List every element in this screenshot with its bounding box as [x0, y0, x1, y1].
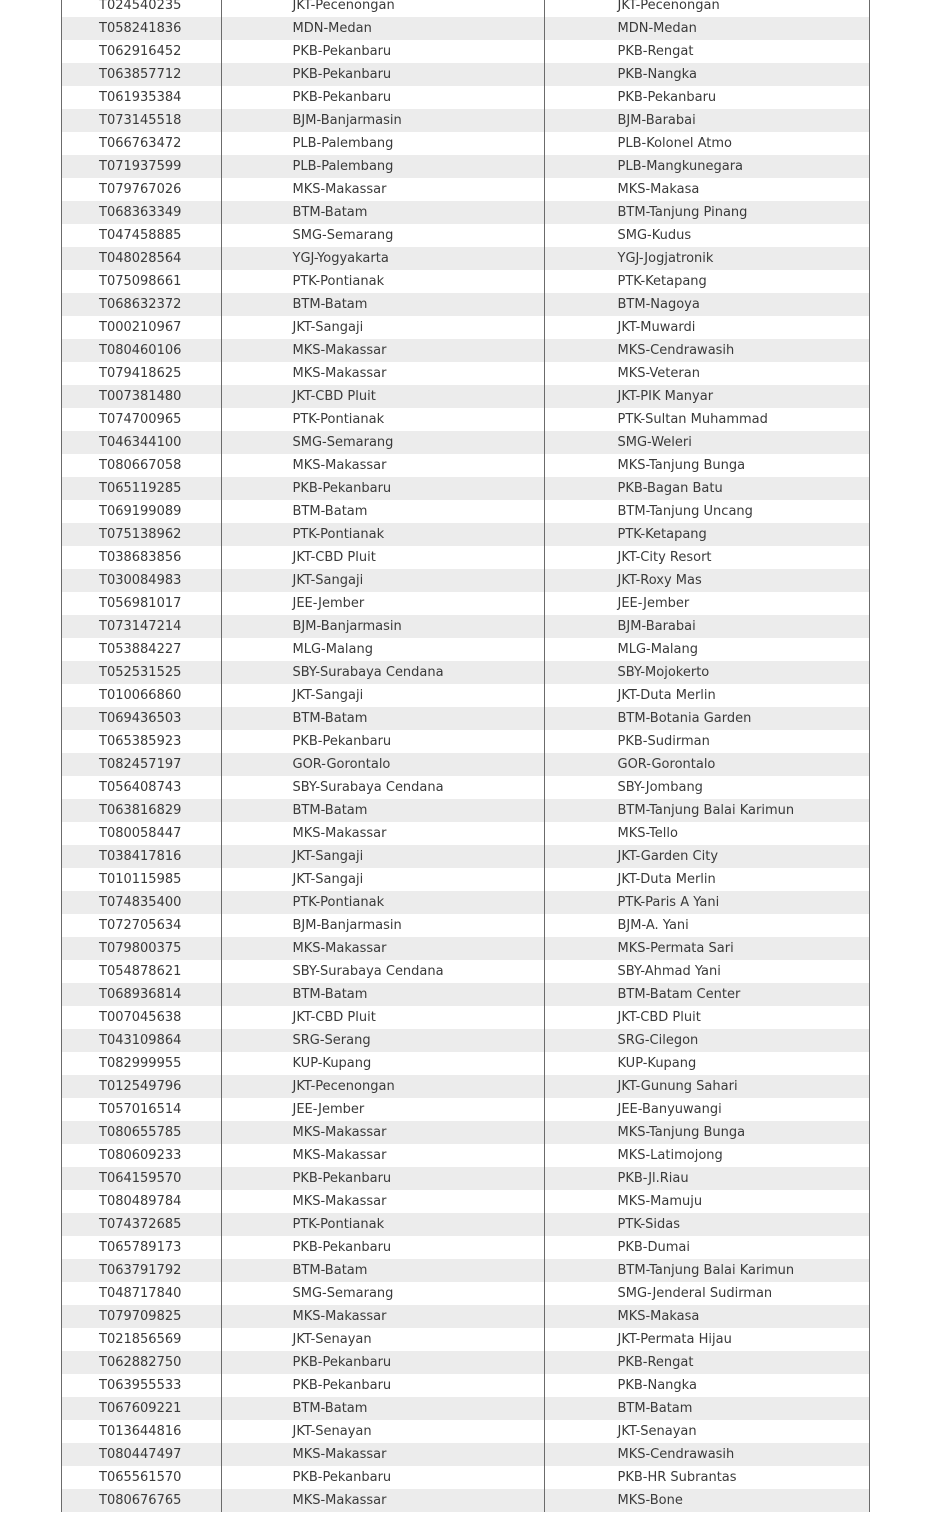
- table-row: [62, 86, 869, 109]
- table-row: [62, 1351, 869, 1374]
- id-cell: T007045638: [62, 1006, 221, 1029]
- id-cell: T068936814: [62, 983, 221, 1006]
- table-row: [62, 845, 869, 868]
- origin-cell: JKT-Senayan: [221, 1420, 544, 1443]
- id-cell: T021856569: [62, 1328, 221, 1351]
- id-cell: T079800375: [62, 937, 221, 960]
- table-row: [62, 178, 869, 201]
- table-row: [62, 1236, 869, 1259]
- origin-cell: JKT-Pecenongan: [221, 0, 544, 17]
- origin-cell: MDN-Medan: [221, 17, 544, 40]
- origin-cell: SMG-Semarang: [221, 431, 544, 454]
- origin-cell: JKT-Senayan: [221, 1328, 544, 1351]
- origin-cell: BTM-Batam: [221, 799, 544, 822]
- id-cell: T075098661: [62, 270, 221, 293]
- destination-cell: JKT-Permata Hijau: [617, 1332, 732, 1347]
- origin-cell: JKT-CBD Pluit: [221, 546, 544, 569]
- id-cell: T048717840: [62, 1282, 221, 1305]
- destination-cell: BTM-Tanjung Balai Karimun: [544, 799, 869, 822]
- origin-cell: SBY-Surabaya Cendana: [221, 661, 544, 684]
- id-cell: T068632372: [62, 293, 221, 316]
- table-row: [62, 293, 869, 316]
- table-row: [62, 1420, 869, 1443]
- destination-cell: MKS-Tello: [617, 826, 678, 841]
- destination-cell: SBY-Mojokerto: [544, 661, 869, 684]
- id-cell: T072705634: [62, 914, 221, 937]
- origin-cell: MKS-Makassar: [221, 178, 544, 201]
- destination-cell: JKT-Duta Merlin: [617, 872, 716, 887]
- origin-cell: BTM-Batam: [221, 983, 544, 1006]
- origin-cell: PTK-Pontianak: [221, 523, 544, 546]
- id-cell: T082999955: [62, 1052, 221, 1075]
- origin-cell: SBY-Surabaya Cendana: [221, 960, 544, 983]
- destination-cell: MLG-Malang: [617, 642, 698, 657]
- id-cell: T047458885: [62, 224, 221, 247]
- id-cell: T057016514: [62, 1098, 221, 1121]
- table-row: [62, 960, 869, 983]
- table-row: [62, 40, 869, 63]
- table-row: [62, 132, 869, 155]
- destination-cell: MKS-Cendrawasih: [544, 339, 869, 362]
- destination-cell: SRG-Cilegon: [544, 1029, 869, 1052]
- id-cell: T024540235: [62, 0, 221, 17]
- id-cell: T065119285: [62, 477, 221, 500]
- id-cell: T056981017: [62, 592, 221, 615]
- id-cell: T080460106: [62, 339, 221, 362]
- origin-cell: PKB-Pekanbaru: [221, 477, 544, 500]
- destination-cell: JKT-Duta Merlin: [617, 688, 716, 703]
- id-cell: T010115985: [62, 868, 221, 891]
- id-cell: T079418625: [62, 362, 221, 385]
- origin-cell: BTM-Batam: [221, 500, 544, 523]
- destination-cell: BTM-Nagoya: [544, 293, 869, 316]
- origin-cell: PKB-Pekanbaru: [221, 1236, 544, 1259]
- table-row: [62, 799, 869, 822]
- id-cell: T074835400: [62, 891, 221, 914]
- destination-cell: BJM-Barabai: [544, 615, 869, 638]
- origin-cell: SBY-Surabaya Cendana: [221, 776, 544, 799]
- id-cell: T066763472: [62, 132, 221, 155]
- id-cell: T063857712: [62, 63, 221, 86]
- destination-cell: MKS-Makasa: [544, 1305, 869, 1328]
- id-cell: T000210967: [62, 316, 221, 339]
- id-cell: T054878621: [62, 960, 221, 983]
- origin-cell: BJM-Banjarmasin: [221, 914, 544, 937]
- table-row: [62, 1489, 869, 1512]
- origin-cell: MKS-Makassar: [221, 1121, 544, 1144]
- id-cell: T065789173: [62, 1236, 221, 1259]
- destination-cell: MKS-Makasa: [617, 182, 700, 197]
- origin-cell: PTK-Pontianak: [221, 408, 544, 431]
- destination-cell: JKT-PIK Manyar: [544, 385, 869, 408]
- origin-cell: MLG-Malang: [221, 638, 544, 661]
- id-cell: T053884227: [62, 638, 221, 661]
- origin-cell: SRG-Serang: [221, 1029, 544, 1052]
- origin-cell: MKS-Makassar: [221, 339, 544, 362]
- id-cell: T071937599: [62, 155, 221, 178]
- id-cell: T069199089: [62, 500, 221, 523]
- table-row: [62, 224, 869, 247]
- origin-cell: JKT-Sangaji: [221, 684, 544, 707]
- origin-cell: MKS-Makassar: [221, 1144, 544, 1167]
- destination-cell: JKT-Senayan: [617, 1424, 697, 1439]
- destination-cell: JKT-CBD Pluit: [617, 1010, 701, 1025]
- table-row: [62, 1213, 869, 1236]
- destination-cell: PKB-Dumai: [617, 1240, 690, 1255]
- id-cell: T062916452: [62, 40, 221, 63]
- table-row: [62, 1305, 869, 1328]
- table-row: [62, 109, 869, 132]
- id-cell: T062882750: [62, 1351, 221, 1374]
- origin-cell: PKB-Pekanbaru: [221, 86, 544, 109]
- destination-cell: MKS-Bone: [544, 1489, 869, 1512]
- table-row: [62, 1259, 869, 1282]
- id-cell: T069436503: [62, 707, 221, 730]
- id-cell: T052531525: [62, 661, 221, 684]
- destination-cell: JKT-Garden City: [544, 845, 869, 868]
- table-row: [62, 1075, 869, 1098]
- origin-cell: JKT-Sangaji: [221, 569, 544, 592]
- origin-cell: MKS-Makassar: [221, 822, 544, 845]
- destination-cell: MKS-Cendrawasih: [544, 1443, 869, 1466]
- table-row: [62, 1098, 869, 1121]
- id-cell: T007381480: [62, 385, 221, 408]
- origin-cell: BTM-Batam: [221, 201, 544, 224]
- table-row: [62, 684, 869, 707]
- destination-cell: PKB-HR Subrantas: [617, 1470, 737, 1485]
- destination-cell: SBY-Jombang: [617, 780, 703, 795]
- id-cell: T080447497: [62, 1443, 221, 1466]
- table-row: [62, 339, 869, 362]
- table-row: [62, 385, 869, 408]
- origin-cell: MKS-Makassar: [221, 1443, 544, 1466]
- table-row: [62, 477, 869, 500]
- destination-cell: BTM-Tanjung Pinang: [544, 201, 869, 224]
- table-row: [62, 1052, 869, 1075]
- id-cell: T056408743: [62, 776, 221, 799]
- table-row: [62, 1282, 869, 1305]
- destination-cell: KUP-Kupang: [617, 1056, 697, 1071]
- destination-cell: PTK-Paris A Yani: [544, 891, 869, 914]
- destination-cell: PKB-Nangka: [544, 63, 869, 86]
- origin-cell: PKB-Pekanbaru: [221, 1167, 544, 1190]
- table-row: [62, 431, 869, 454]
- id-cell: T063816829: [62, 799, 221, 822]
- origin-cell: YGJ-Yogyakarta: [221, 247, 544, 270]
- table-row: [62, 1466, 869, 1489]
- origin-cell: BJM-Banjarmasin: [221, 109, 544, 132]
- id-cell: T064159570: [62, 1167, 221, 1190]
- table-row: [62, 638, 869, 661]
- origin-cell: PKB-Pekanbaru: [221, 1351, 544, 1374]
- id-cell: T010066860: [62, 684, 221, 707]
- id-cell: T063791792: [62, 1259, 221, 1282]
- table-row: [62, 707, 869, 730]
- id-cell: T048028564: [62, 247, 221, 270]
- table-row: [62, 1006, 869, 1029]
- origin-cell: BTM-Batam: [221, 293, 544, 316]
- origin-cell: MKS-Makassar: [221, 937, 544, 960]
- destination-cell: SMG-Jenderal Sudirman: [617, 1286, 773, 1301]
- id-cell: T063955533: [62, 1374, 221, 1397]
- id-cell: T080489784: [62, 1190, 221, 1213]
- origin-cell: PTK-Pontianak: [221, 891, 544, 914]
- destination-cell: MKS-Tanjung Bunga: [617, 458, 746, 473]
- origin-cell: BTM-Batam: [221, 707, 544, 730]
- table-row: [62, 1443, 869, 1466]
- origin-cell: KUP-Kupang: [221, 1052, 544, 1075]
- origin-cell: JKT-Sangaji: [221, 316, 544, 339]
- table-row: [62, 1144, 869, 1167]
- destination-cell: MKS-Veteran: [617, 366, 700, 381]
- table-row: [62, 523, 869, 546]
- origin-cell: PKB-Pekanbaru: [221, 63, 544, 86]
- origin-cell: MKS-Makassar: [221, 1489, 544, 1512]
- id-cell: T080667058: [62, 454, 221, 477]
- table-row: [62, 753, 869, 776]
- destination-cell: PKB-Bagan Batu: [544, 477, 869, 500]
- table-row: [62, 615, 869, 638]
- id-cell: T013644816: [62, 1420, 221, 1443]
- table-row: [62, 1029, 869, 1052]
- destination-cell: MDN-Medan: [544, 17, 869, 40]
- table: [62, 0, 869, 1512]
- table-row: [62, 1374, 869, 1397]
- destination-cell: JKT-Pecenongan: [617, 0, 720, 13]
- origin-cell: JKT-CBD Pluit: [221, 385, 544, 408]
- id-cell: T012549796: [62, 1075, 221, 1098]
- destination-cell: PKB-Nangka: [617, 1378, 697, 1393]
- table-row: [62, 63, 869, 86]
- destination-cell: PTK-Sidas: [544, 1213, 869, 1236]
- id-cell: T068363349: [62, 201, 221, 224]
- origin-cell: BTM-Batam: [221, 1259, 544, 1282]
- origin-cell: PTK-Pontianak: [221, 1213, 544, 1236]
- table-row: [62, 776, 869, 799]
- destination-cell: MKS-Mamuju: [617, 1194, 703, 1209]
- destination-cell: GOR-Gorontalo: [544, 753, 869, 776]
- destination-cell: PKB-Sudirman: [617, 734, 710, 749]
- table-row: [62, 937, 869, 960]
- destination-cell: BTM-Tanjung Balai Karimun: [544, 1259, 869, 1282]
- origin-cell: MKS-Makassar: [221, 454, 544, 477]
- destination-cell: PKB-Jl.Riau: [544, 1167, 869, 1190]
- origin-cell: PKB-Pekanbaru: [221, 40, 544, 63]
- destination-cell: BTM-Tanjung Uncang: [617, 504, 753, 519]
- table-row: [62, 730, 869, 753]
- origin-cell: BTM-Batam: [221, 1397, 544, 1420]
- data-table: [61, 0, 870, 1512]
- id-cell: T082457197: [62, 753, 221, 776]
- id-cell: T079709825: [62, 1305, 221, 1328]
- id-cell: T065385923: [62, 730, 221, 753]
- destination-cell: PLB-Kolonel Atmo: [617, 136, 732, 151]
- destination-cell: JKT-Muwardi: [617, 320, 696, 335]
- table-row: [62, 155, 869, 178]
- destination-cell: JKT-City Resort: [617, 550, 712, 565]
- origin-cell: BJM-Banjarmasin: [221, 615, 544, 638]
- table-row: [62, 661, 869, 684]
- destination-cell: PKB-Rengat: [544, 1351, 869, 1374]
- id-cell: T080676765: [62, 1489, 221, 1512]
- id-cell: T046344100: [62, 431, 221, 454]
- id-cell: T079767026: [62, 178, 221, 201]
- destination-cell: JEE-Banyuwangi: [617, 1102, 722, 1117]
- table-row: [62, 1397, 869, 1420]
- destination-cell: PTK-Sultan Muhammad: [617, 412, 768, 427]
- destination-cell: PKB-Rengat: [617, 44, 694, 59]
- table-row: [62, 868, 869, 891]
- origin-cell: SMG-Semarang: [221, 224, 544, 247]
- destination-cell: BJM-Barabai: [544, 109, 869, 132]
- table-body: [62, 0, 869, 1512]
- origin-cell: JKT-Sangaji: [221, 868, 544, 891]
- origin-cell: PKB-Pekanbaru: [221, 730, 544, 753]
- id-cell: T030084983: [62, 569, 221, 592]
- destination-cell: JEE-Jember: [617, 596, 690, 611]
- origin-cell: PKB-Pekanbaru: [221, 1466, 544, 1489]
- destination-cell: SBY-Ahmad Yani: [617, 964, 721, 979]
- origin-cell: SMG-Semarang: [221, 1282, 544, 1305]
- id-cell: T080058447: [62, 822, 221, 845]
- origin-cell: MKS-Makassar: [221, 1305, 544, 1328]
- table-row: [62, 454, 869, 477]
- id-cell: T075138962: [62, 523, 221, 546]
- destination-cell: PKB-Pekanbaru: [617, 90, 717, 105]
- destination-cell: BJM-A. Yani: [617, 918, 689, 933]
- table-row: [62, 1190, 869, 1213]
- id-cell: T038417816: [62, 845, 221, 868]
- id-cell: T038683856: [62, 546, 221, 569]
- table-row: [62, 247, 869, 270]
- destination-cell: PLB-Mangkunegara: [544, 155, 869, 178]
- table-row: [62, 408, 869, 431]
- table-row: [62, 1121, 869, 1144]
- destination-cell: MKS-Tanjung Bunga: [544, 1121, 869, 1144]
- destination-cell: MKS-Permata Sari: [544, 937, 869, 960]
- origin-cell: JEE-Jember: [221, 1098, 544, 1121]
- id-cell: T073145518: [62, 109, 221, 132]
- id-cell: T061935384: [62, 86, 221, 109]
- origin-cell: GOR-Gorontalo: [221, 753, 544, 776]
- destination-cell: PTK-Ketapang: [544, 523, 869, 546]
- table-row: [62, 270, 869, 293]
- id-cell: T058241836: [62, 17, 221, 40]
- origin-cell: PLB-Palembang: [221, 132, 544, 155]
- origin-cell: MKS-Makassar: [221, 362, 544, 385]
- origin-cell: PLB-Palembang: [221, 155, 544, 178]
- table-row: [62, 569, 869, 592]
- id-cell: T043109864: [62, 1029, 221, 1052]
- table-row: [62, 1167, 869, 1190]
- table-row: [62, 983, 869, 1006]
- id-cell: T080609233: [62, 1144, 221, 1167]
- table-row: [62, 914, 869, 937]
- id-cell: T074700965: [62, 408, 221, 431]
- origin-cell: PKB-Pekanbaru: [221, 1374, 544, 1397]
- destination-cell: MKS-Latimojong: [617, 1148, 723, 1163]
- destination-cell: YGJ-Jogjatronik: [544, 247, 869, 270]
- table-row: [62, 362, 869, 385]
- origin-cell: PTK-Pontianak: [221, 270, 544, 293]
- destination-cell: BTM-Botania Garden: [544, 707, 869, 730]
- table-row: [62, 1328, 869, 1351]
- origin-cell: MKS-Makassar: [221, 1190, 544, 1213]
- destination-cell: BTM-Batam: [544, 1397, 869, 1420]
- destination-cell: SMG-Weleri: [544, 431, 869, 454]
- table-row: [62, 592, 869, 615]
- table-row: [62, 891, 869, 914]
- table-row: [62, 316, 869, 339]
- origin-cell: JKT-Sangaji: [221, 845, 544, 868]
- table-row: [62, 201, 869, 224]
- table-row: [62, 546, 869, 569]
- table-row: [62, 0, 869, 17]
- destination-cell: PTK-Ketapang: [617, 274, 707, 289]
- id-cell: T080655785: [62, 1121, 221, 1144]
- destination-cell: SMG-Kudus: [617, 228, 692, 243]
- id-cell: T074372685: [62, 1213, 221, 1236]
- table-row: [62, 500, 869, 523]
- origin-cell: JKT-Pecenongan: [221, 1075, 544, 1098]
- table-row: [62, 822, 869, 845]
- destination-cell: JKT-Gunung Sahari: [544, 1075, 869, 1098]
- id-cell: T065561570: [62, 1466, 221, 1489]
- destination-cell: BTM-Batam Center: [544, 983, 869, 1006]
- table-row: [62, 17, 869, 40]
- origin-cell: JEE-Jember: [221, 592, 544, 615]
- origin-cell: JKT-CBD Pluit: [221, 1006, 544, 1029]
- id-cell: T067609221: [62, 1397, 221, 1420]
- destination-cell: JKT-Roxy Mas: [544, 569, 869, 592]
- id-cell: T073147214: [62, 615, 221, 638]
